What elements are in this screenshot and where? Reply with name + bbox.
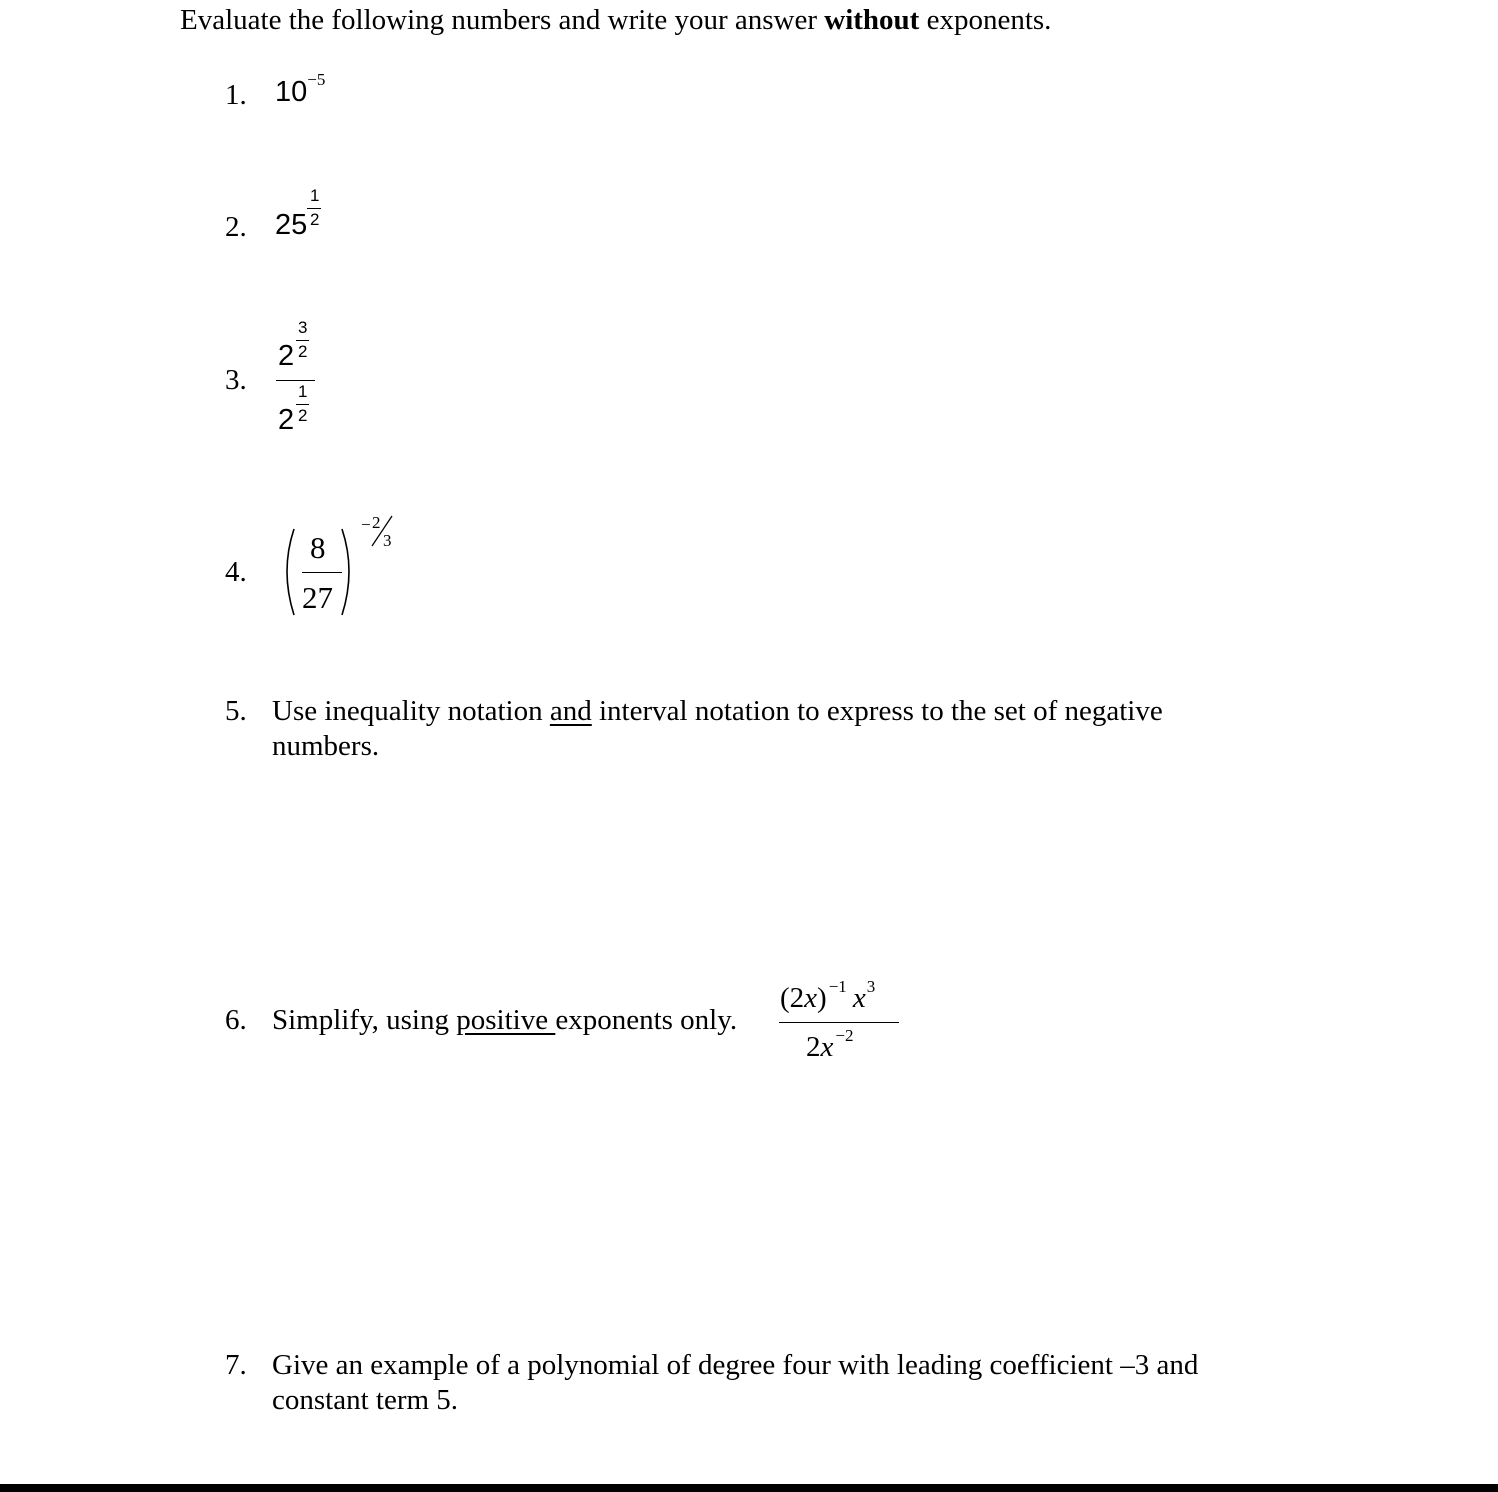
problem-6-text [272,1003,737,1038]
problem-7-line-2: constant term 5. [272,1384,459,1416]
problem-6-num-x: x [804,982,818,1014]
problem-4-exponent-numerator: 2 [372,513,381,532]
problem-3-bottom-base: 2 [278,404,295,436]
problem-6-numerator [780,977,876,1015]
problem-6-num-exp: −1 [828,977,847,996]
problem-6-underlined: positive [456,1004,556,1036]
problem-2-exp-bar [307,208,321,209]
problem-5-line-2: numbers. [272,730,380,762]
problem-6-num-close: ) [817,982,827,1014]
problem-6-num-x2: x [852,982,866,1014]
problem-6-number: 6. [225,1004,247,1036]
problem-3-top-exp-denominator: 2 [298,342,308,361]
problem-5-line-1 [272,694,1163,729]
problem-3-bottom-exp-bar [296,404,309,405]
problem-5-text-1: Use inequality notation [272,695,550,727]
problem-6-den-coef: 2 [806,1031,821,1063]
problem-6-denominator [806,1026,854,1064]
problem-4-denominator: 27 [302,580,333,615]
problem-3-number: 3. [225,364,247,396]
instructions-text-2: exponents. [919,4,1052,36]
problem-3-fraction-bar [276,380,315,381]
page-bottom-border [0,1484,1498,1492]
problem-2-exp-denominator: 2 [310,210,320,229]
problem-1-exponent: −5 [307,70,326,89]
instructions [180,3,1051,38]
problem-7-number: 7. [225,1349,247,1381]
problem-6-num-exp2: 3 [866,977,876,996]
problem-3-bottom-exp-numerator: 1 [298,382,308,401]
problem-6-den-x: x [820,1031,834,1063]
problem-6-num-open: (2 [780,982,805,1014]
problem-6-text-2: exponents only. [555,1004,738,1036]
instructions-text-1: Evaluate the following numbers and write your answer [180,4,825,36]
problem-5-number: 5. [225,695,247,727]
problem-1-number: 1. [225,79,247,111]
problem-5-underlined: and [549,695,592,727]
problem-2-exp-numerator: 1 [310,186,320,205]
problem-4-fraction-bar [302,572,342,573]
problem-1-expression [275,70,326,109]
problem-3-bottom-exp-denominator: 2 [298,406,308,425]
problem-5-text-2: interval notation to express to the set of negative [591,695,1163,727]
problem-3-top-base: 2 [278,340,295,372]
problem-6-fraction-bar [779,1022,899,1023]
problem-6-text-1: Simplify, using [272,1004,457,1036]
problem-4-exponent-sign: − [361,515,371,534]
problem-4-numerator: 8 [310,530,326,565]
problem-3-top-exp-numerator: 3 [298,318,308,337]
problem-6-den-exp: −2 [835,1026,854,1045]
problem-2-base: 25 [275,209,308,241]
instructions-bold: without [824,4,920,36]
problem-7-line-1: Give an example of a polynomial of degree four with leading coefficient –3 and [272,1349,1199,1381]
problem-3-top-exp-bar [296,340,309,341]
problem-2-number: 2. [225,211,247,243]
problem-1-base: 10 [275,76,308,108]
problem-4-number: 4. [225,556,247,588]
problem-4-exponent-denominator: 3 [383,531,392,550]
